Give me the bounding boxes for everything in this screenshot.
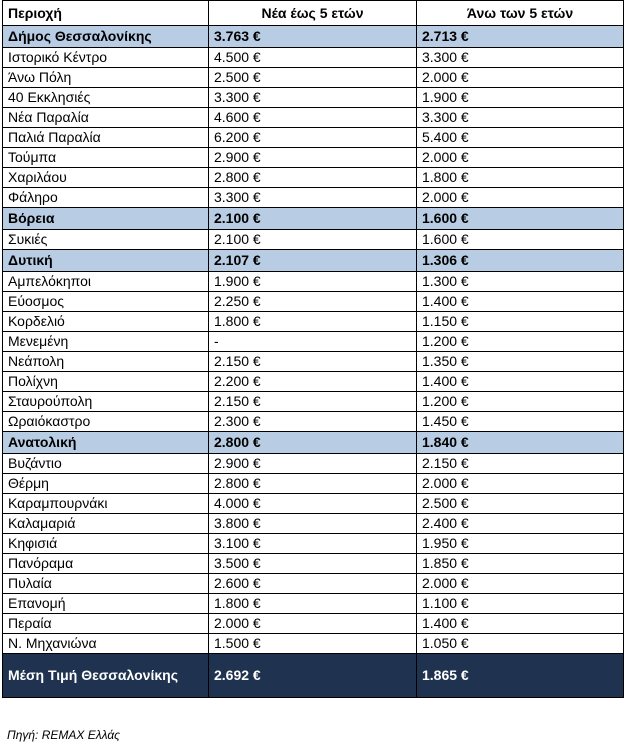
cell-old: 2.000 € [417, 474, 624, 494]
source-note: Πηγή: REMAX Ελλάς [7, 728, 121, 742]
cell-old: 1.100 € [417, 594, 624, 614]
cell-new: 3.500 € [209, 554, 417, 574]
cell-new: 2.600 € [209, 574, 417, 594]
group-row [3, 432, 624, 454]
cell-new: 2.100 € [209, 208, 417, 230]
table-row [3, 454, 624, 474]
cell-new: 2.150 € [209, 392, 417, 412]
cell-area: Κορδελιό [3, 312, 209, 332]
cell-area: Καλαμαριά [3, 514, 209, 534]
cell-new: 2.800 € [209, 474, 417, 494]
header-new: Νέα έως 5 ετών [209, 1, 417, 26]
cell-area: Βόρεια [3, 208, 209, 230]
table-row [3, 574, 624, 594]
cell-old: 1.950 € [417, 534, 624, 554]
cell-area: 40 Εκκλησιές [3, 88, 209, 108]
cell-old: 2.000 € [417, 574, 624, 594]
cell-old: 1.400 € [417, 292, 624, 312]
cell-new: 2.200 € [209, 372, 417, 392]
cell-area: Ν. Μηχανιώνα [3, 634, 209, 654]
cell-new: 3.800 € [209, 514, 417, 534]
cell-old: 3.300 € [417, 108, 624, 128]
cell-old: 1.200 € [417, 392, 624, 412]
cell-new: 3.300 € [209, 188, 417, 208]
table-row [3, 474, 624, 494]
cell-area: Επανομή [3, 594, 209, 614]
table-row [3, 128, 624, 148]
table-row [3, 534, 624, 554]
cell-area: Νέα Παραλία [3, 108, 209, 128]
cell-area: Βυζάντιο [3, 454, 209, 474]
cell-old: 1.600 € [417, 230, 624, 250]
cell-new: 3.300 € [209, 88, 417, 108]
cell-area: Δυτική [3, 250, 209, 272]
table-row [3, 292, 624, 312]
cell-area: Ιστορικό Κέντρο [3, 48, 209, 68]
cell-old: 5.400 € [417, 128, 624, 148]
cell-old: 1.600 € [417, 208, 624, 230]
table-row [3, 168, 624, 188]
table-row [3, 514, 624, 534]
table-row [3, 554, 624, 574]
cell-old: 2.500 € [417, 494, 624, 514]
cell-old: 2.150 € [417, 454, 624, 474]
table-row [3, 372, 624, 392]
table-row [3, 594, 624, 614]
cell-new: 3.100 € [209, 534, 417, 554]
header-old: Άνω των 5 ετών [417, 1, 624, 26]
average-row [3, 654, 624, 698]
cell-area: Μέση Τιμή Θεσσαλονίκης [3, 654, 209, 698]
cell-old: 1.400 € [417, 372, 624, 392]
cell-new: 4.000 € [209, 494, 417, 514]
cell-new: 2.250 € [209, 292, 417, 312]
table-body [3, 26, 624, 698]
cell-new: 2.100 € [209, 230, 417, 250]
cell-new: 4.600 € [209, 108, 417, 128]
cell-new: 2.800 € [209, 432, 417, 454]
cell-area: Χαριλάου [3, 168, 209, 188]
cell-new: 2.900 € [209, 454, 417, 474]
cell-old: 2.000 € [417, 68, 624, 88]
table-row [3, 332, 624, 352]
cell-area: Τούμπα [3, 148, 209, 168]
table-row [3, 188, 624, 208]
cell-area: Πανόραμα [3, 554, 209, 574]
cell-new: 3.763 € [209, 26, 417, 48]
table-row [3, 148, 624, 168]
cell-old: 1.050 € [417, 634, 624, 654]
cell-old: 3.300 € [417, 48, 624, 68]
cell-new: 2.800 € [209, 168, 417, 188]
table-row [3, 634, 624, 654]
cell-old: 1.900 € [417, 88, 624, 108]
cell-old: 2.713 € [417, 26, 624, 48]
table-row [3, 88, 624, 108]
cell-old: 1.306 € [417, 250, 624, 272]
cell-old: 1.865 € [417, 654, 624, 698]
cell-old: 2.000 € [417, 188, 624, 208]
cell-old: 1.450 € [417, 412, 624, 432]
cell-new: 2.500 € [209, 68, 417, 88]
cell-new: 2.900 € [209, 148, 417, 168]
cell-new: 6.200 € [209, 128, 417, 148]
cell-area: Παλιά Παραλία [3, 128, 209, 148]
cell-area: Πολίχνη [3, 372, 209, 392]
group-row [3, 26, 624, 48]
cell-area: Ανατολική [3, 432, 209, 454]
cell-area: Δήμος Θεσσαλονίκης [3, 26, 209, 48]
cell-area: Άνω Πόλη [3, 68, 209, 88]
cell-area: Σταυρούπολη [3, 392, 209, 412]
price-table [2, 0, 624, 698]
cell-old: 1.350 € [417, 352, 624, 372]
table-row [3, 392, 624, 412]
cell-new: 1.900 € [209, 272, 417, 292]
header-area: Περιοχή [3, 1, 209, 26]
cell-area: Περαία [3, 614, 209, 634]
table-row [3, 412, 624, 432]
cell-new: 1.800 € [209, 594, 417, 614]
cell-old: 1.400 € [417, 614, 624, 634]
cell-area: Κηφισιά [3, 534, 209, 554]
table-row [3, 68, 624, 88]
cell-new: 2.000 € [209, 614, 417, 634]
cell-new: 1.800 € [209, 312, 417, 332]
cell-new: 1.500 € [209, 634, 417, 654]
cell-old: 1.800 € [417, 168, 624, 188]
table-row [3, 614, 624, 634]
cell-new: 4.500 € [209, 48, 417, 68]
cell-old: 2.400 € [417, 514, 624, 534]
price-table-container [2, 0, 624, 698]
cell-old: 1.850 € [417, 554, 624, 574]
cell-old: 1.200 € [417, 332, 624, 352]
cell-area: Θέρμη [3, 474, 209, 494]
cell-new: 2.107 € [209, 250, 417, 272]
cell-new: - [209, 332, 417, 352]
table-row [3, 494, 624, 514]
cell-area: Φάληρο [3, 188, 209, 208]
cell-old: 1.840 € [417, 432, 624, 454]
cell-new: 2.150 € [209, 352, 417, 372]
cell-area: Νεάπολη [3, 352, 209, 372]
cell-area: Πυλαία [3, 574, 209, 594]
cell-area: Μενεμένη [3, 332, 209, 352]
table-row [3, 48, 624, 68]
cell-old: 1.300 € [417, 272, 624, 292]
cell-new: 2.300 € [209, 412, 417, 432]
table-row [3, 230, 624, 250]
cell-area: Καραμπουρνάκι [3, 494, 209, 514]
cell-old: 1.150 € [417, 312, 624, 332]
cell-area: Συκιές [3, 230, 209, 250]
table-row [3, 312, 624, 332]
cell-area: Εύοσμος [3, 292, 209, 312]
table-row [3, 272, 624, 292]
table-row [3, 352, 624, 372]
group-row [3, 208, 624, 230]
table-row [3, 108, 624, 128]
cell-old: 2.000 € [417, 148, 624, 168]
cell-area: Αμπελόκηποι [3, 272, 209, 292]
cell-area: Ωραιόκαστρο [3, 412, 209, 432]
group-row [3, 250, 624, 272]
cell-new: 2.692 € [209, 654, 417, 698]
table-header-row [3, 1, 624, 26]
